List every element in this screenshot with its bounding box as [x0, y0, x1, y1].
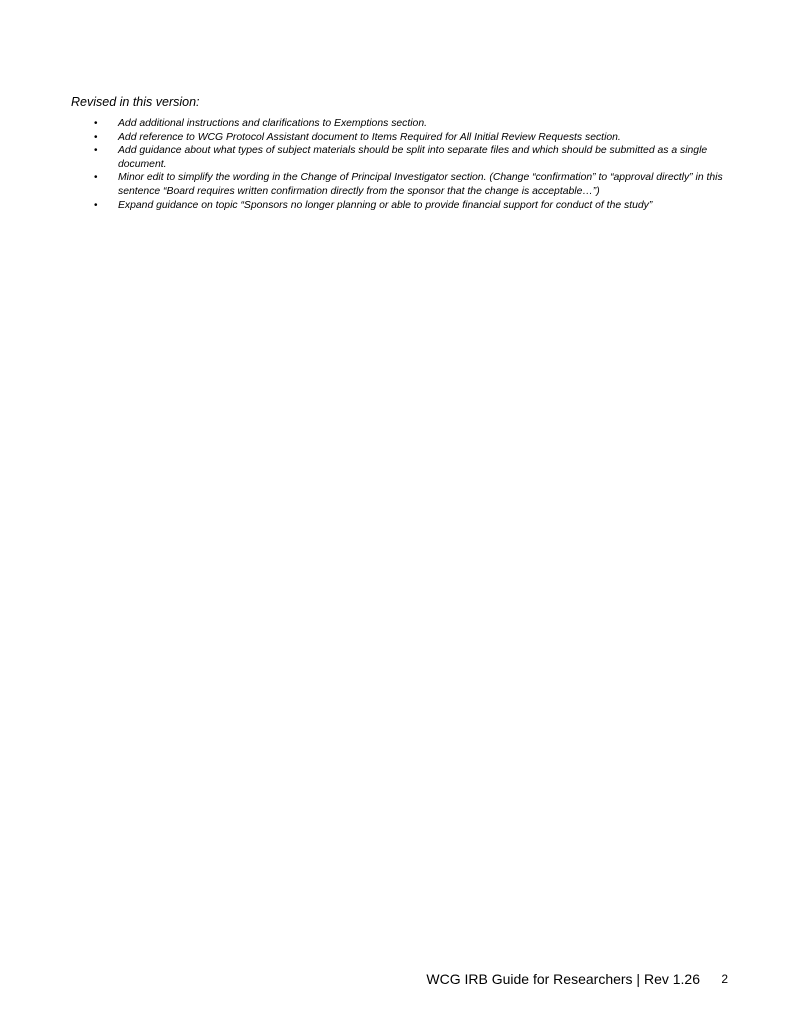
revision-item [92, 144, 732, 171]
revision-item-text: Minor edit to simplify the wording in the Change of Principal Investigator section. (Change “confirmation” to “approval directly” in this sentence “Board requires written confirmation directly from the sponsor that the change is acceptable…”) [118, 172, 723, 197]
bullet-icon: • [94, 199, 98, 211]
revision-item-text: Expand guidance on topic “Sponsors no longer planning or able to provide financial support for conduct of the study” [118, 199, 653, 211]
revision-item [92, 171, 732, 198]
revision-item [92, 131, 732, 145]
bullet-icon: • [94, 145, 98, 157]
bullet-icon: • [94, 172, 98, 184]
revised-heading: Revised in this version: [71, 95, 200, 109]
page-number: 2 [721, 972, 728, 986]
bullet-icon: • [94, 118, 98, 129]
revision-list [92, 117, 732, 212]
revision-item-text: Add additional instructions and clarifications to Exemptions section. [118, 118, 427, 129]
revision-item [92, 199, 732, 213]
bullet-icon: • [94, 131, 98, 143]
revision-item [92, 117, 732, 131]
footer-title: WCG IRB Guide for Researchers | Rev 1.26 [426, 971, 700, 987]
revision-item-text: Add reference to WCG Protocol Assistant document to Items Required for All Initial Review Requests section. [118, 131, 621, 143]
revision-item-text: Add guidance about what types of subject materials should be split into separate files and which should be submitted as a single document. [118, 145, 708, 170]
